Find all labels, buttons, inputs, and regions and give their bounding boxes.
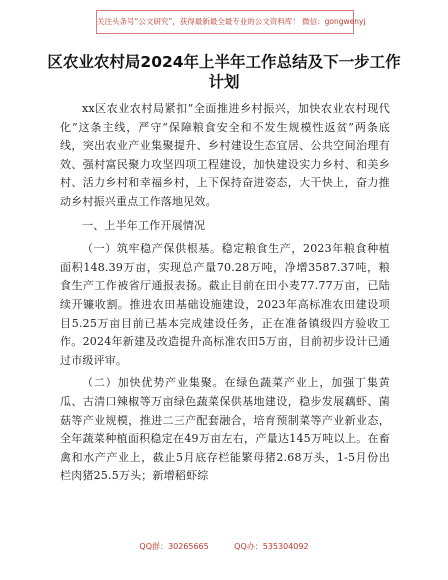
section-heading: 一、上半年工作开展情况 (82, 218, 206, 232)
document-title: 区农业农村局2024年上半年工作总结及下一步工作计划 (47, 53, 401, 91)
paragraph-grain-supply: （一）筑牢稳产保供根基。稳定粮食生产，2023年粮食种植面积148.39万亩，实现总产量70.28万吨，净增3587.37吨，粮食生产工作被省厅通报表扬。截止目前在田小麦77.77万亩，已陆续开镰收割。推进农田基础设施建设，2023年高标准农田建设项目5.25万亩目前已基本完成建设任务，正在准备镇级四方验收工作。2024年新建及改造提升高标准农田5万亩，目前初步设计已通过市级评审。 (60, 242, 390, 367)
header-banner: 关注头条号“公文研究”，获得最新最全最专业的公文资料库！ 微信：gongwenyj (96, 10, 354, 34)
footer-contact: QQ群：30265665 QQ办：535304092 (139, 542, 309, 551)
paragraph-industry-cluster: （二）加快优势产业集聚。在绿色蔬菜产业上，加强丁集黄瓜、古清口辣椒等万亩绿色蔬菜保供基地建设，稳步发展藕虾、菌菇等产业规模，推进二三产配套融合，培育预制菜等产业新业态，全年蔬菜种植面积稳定在49万亩左右，产量达145万吨以上。在畜禽和水产产业上，截止5月底存栏能繁母猪2.68万头，1-5月份出栏肉猪25.5万头；新增稻虾综 (60, 376, 390, 483)
document-body (60, 100, 390, 490)
intro-paragraph: xx区农业农村局紧扣“全面推进乡村振兴，加快农业农村现代化”这条主线，严守“保障粮食安全和不发生规模性返贫”两条底线，突出农业产业集聚提升、乡村建设生态宜居、公共空间治理有效、强村富民聚力攻坚四项工程建设，加快建设实力乡村、和美乡村、活力乡村和幸福乡村，上下保持奋进姿态，大干快上，奋力推动乡村振兴重点工作落地见效。 (60, 102, 390, 208)
